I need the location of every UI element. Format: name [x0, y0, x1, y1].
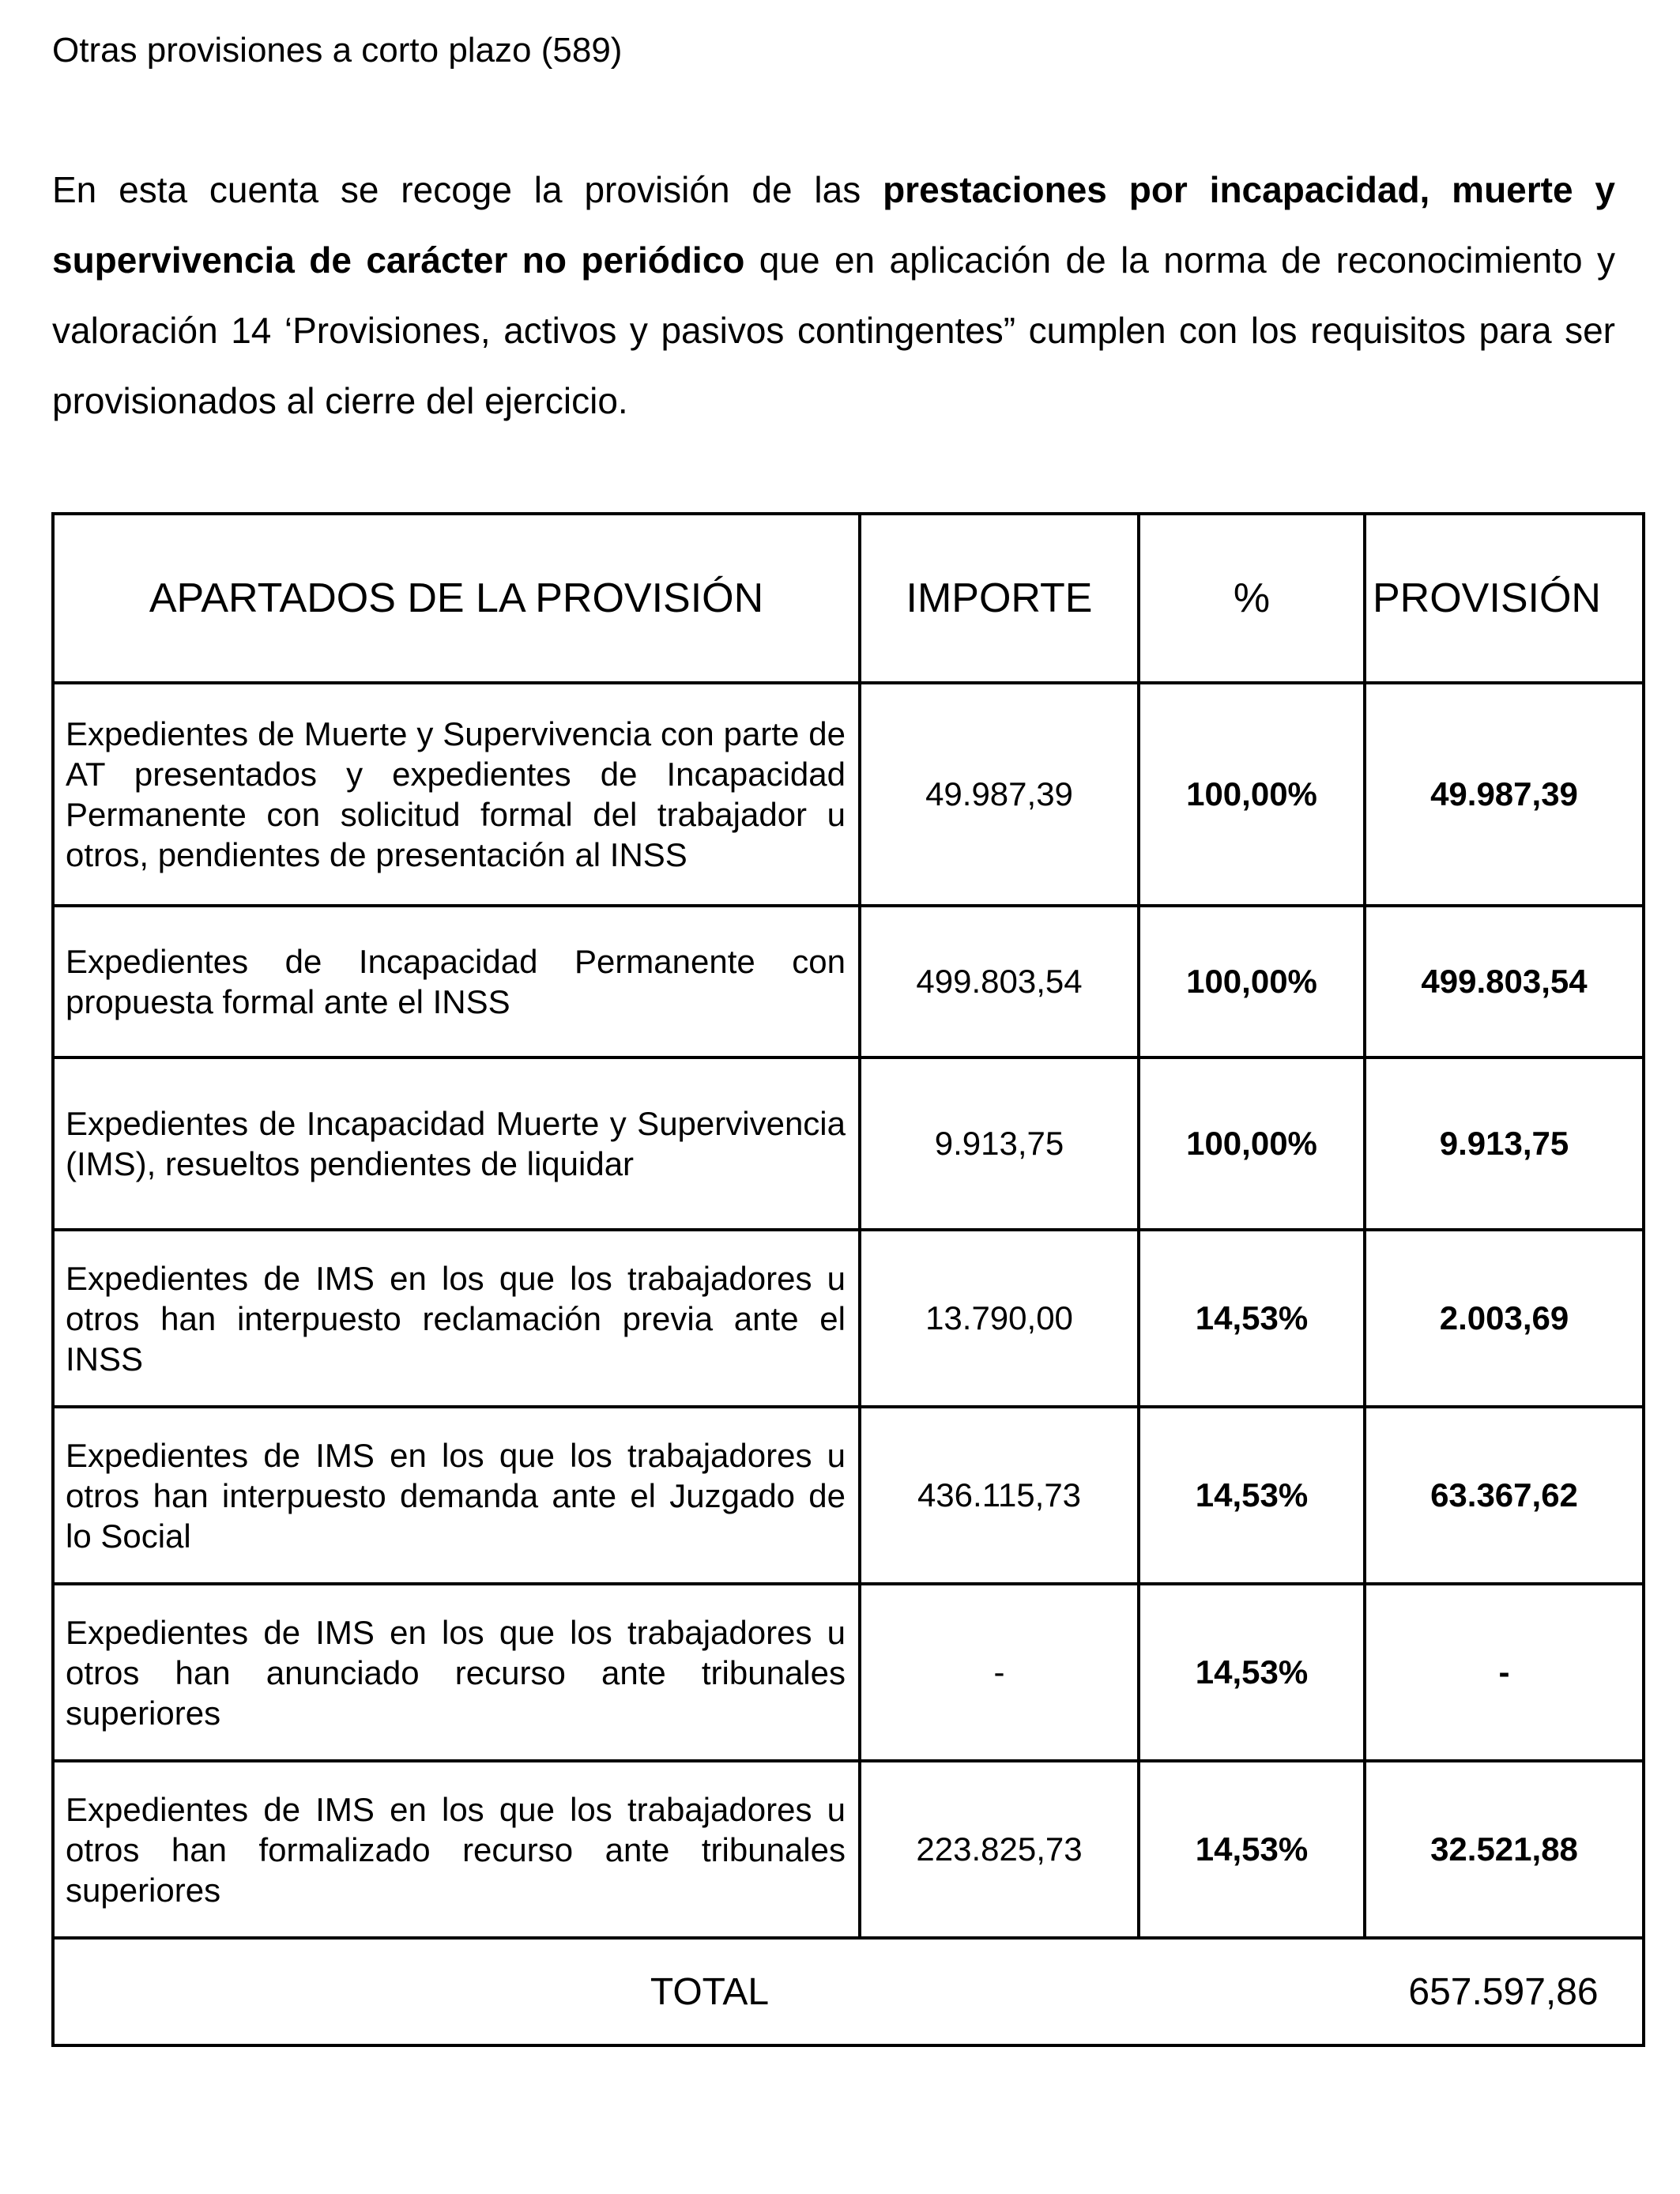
intro-paragraph — [52, 155, 1615, 436]
header-importe: IMPORTE — [860, 514, 1139, 683]
section-heading: Otras provisiones a corto plazo (589) — [52, 31, 623, 70]
row-description: Expedientes de IMS en los que los trabajadores u otros han anunciado recurso ante tribunales superiores — [53, 1584, 860, 1761]
row-percent: 100,00% — [1139, 683, 1365, 906]
table-row — [53, 1761, 1644, 1938]
row-importe: - — [860, 1584, 1139, 1761]
row-percent: 14,53% — [1139, 1761, 1365, 1938]
row-provision: 49.987,39 — [1365, 683, 1644, 906]
header-percent: % — [1139, 514, 1365, 683]
table-row — [53, 1407, 1644, 1584]
total-row — [53, 1938, 1644, 2045]
intro-text-start: En esta cuenta se recoge la provisión de las — [52, 169, 883, 210]
row-description: Expedientes de IMS en los que los trabajadores u otros han interpuesto reclamación previa ante el INSS — [53, 1230, 860, 1407]
table-row — [53, 1230, 1644, 1407]
table-row — [53, 1057, 1644, 1230]
header-apartados: APARTADOS DE LA PROVISIÓN — [53, 514, 860, 683]
row-importe: 436.115,73 — [860, 1407, 1139, 1584]
row-percent: 100,00% — [1139, 1057, 1365, 1230]
row-percent: 14,53% — [1139, 1584, 1365, 1761]
row-importe: 49.987,39 — [860, 683, 1139, 906]
total-value: 657.597,86 — [1365, 1938, 1644, 2045]
row-provision: 499.803,54 — [1365, 906, 1644, 1057]
row-importe: 223.825,73 — [860, 1761, 1139, 1938]
table-row — [53, 906, 1644, 1057]
row-provision: 2.003,69 — [1365, 1230, 1644, 1407]
row-description: Expedientes de Incapacidad Muerte y Supervivencia (IMS), resueltos pendientes de liquidar — [53, 1057, 860, 1230]
row-percent: 14,53% — [1139, 1407, 1365, 1584]
table-row — [53, 1584, 1644, 1761]
table-row — [53, 683, 1644, 906]
total-label: TOTAL — [53, 1938, 1365, 2045]
row-description: Expedientes de Incapacidad Permanente con propuesta formal ante el INSS — [53, 906, 860, 1057]
row-importe: 9.913,75 — [860, 1057, 1139, 1230]
header-row — [53, 514, 1644, 683]
row-description: Expedientes de IMS en los que los trabajadores u otros han interpuesto demanda ante el Juzgado de lo Social — [53, 1407, 860, 1584]
intro-text-end: que en aplicación de la norma de reconocimiento y valoración 14 ‘Provisiones, activos y pasivos contingentes” cumplen con los requisitos para ser provisionados al cierre del ejercicio. — [52, 239, 1615, 421]
row-provision: - — [1365, 1584, 1644, 1761]
intro-bold-phrase: prestaciones por incapacidad, muerte y supervivencia de carácter no periódico — [52, 169, 1615, 281]
row-provision: 9.913,75 — [1365, 1057, 1644, 1230]
row-description: Expedientes de IMS en los que los trabajadores u otros han formalizado recurso ante tribunales superiores — [53, 1761, 860, 1938]
row-percent: 14,53% — [1139, 1230, 1365, 1407]
row-description: Expedientes de Muerte y Supervivencia con parte de AT presentados y expedientes de Incapacidad Permanente con solicitud formal del trabajador u otros, pendientes de presentación al INSS — [53, 683, 860, 906]
row-provision: 63.367,62 — [1365, 1407, 1644, 1584]
header-provision: PROVISIÓN — [1365, 514, 1644, 683]
provision-table — [51, 512, 1645, 2047]
row-importe: 499.803,54 — [860, 906, 1139, 1057]
row-importe: 13.790,00 — [860, 1230, 1139, 1407]
row-percent: 100,00% — [1139, 906, 1365, 1057]
row-provision: 32.521,88 — [1365, 1761, 1644, 1938]
